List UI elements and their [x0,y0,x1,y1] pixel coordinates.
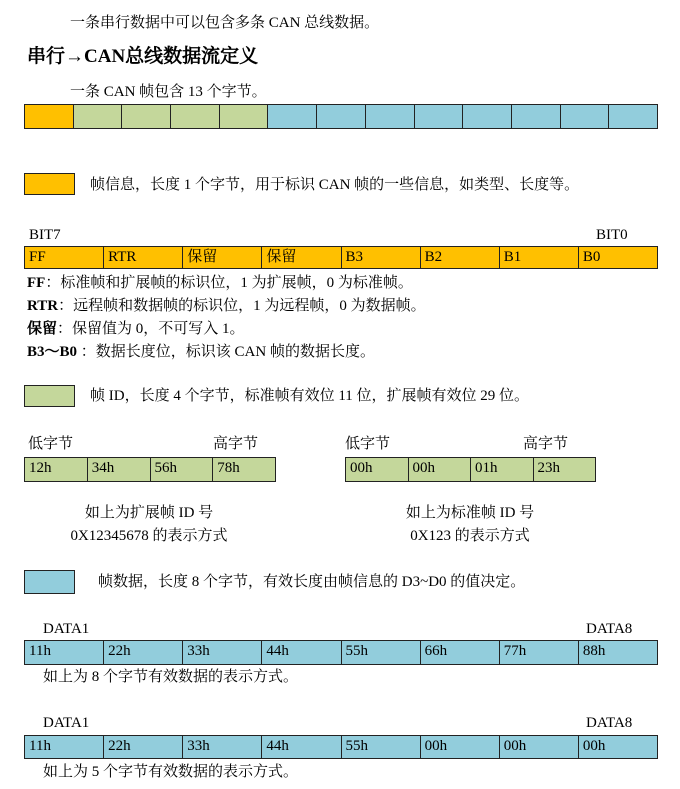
desc-rtr [27,297,426,315]
frame-data-byte [415,105,464,128]
desc-term: 保留 [27,321,58,337]
desc-text: 保留值为 0，不可写入 1。 [72,321,245,337]
bit7-label: BIT7 [29,227,61,243]
data1-label: DATA1 [43,621,90,637]
data-table-5-bytes [24,735,658,759]
desc-term: FF [27,275,46,291]
frame-data-swatch [24,570,75,594]
desc-sep: ： [57,321,73,337]
frame-id-byte [74,105,123,128]
data-byte: 00h [500,736,579,758]
extended-id-table [24,457,276,482]
id-byte: 01h [471,458,534,481]
data-byte: 44h [262,736,341,758]
extended-id-caption-2: 0X12345678 的表示方式 [70,528,228,544]
desc-text: 远程帧和数据帧的标识位，1 为远程帧，0 为数据帧。 [73,298,426,314]
intro-line: 一条串行数据中可以包含多条 CAN 总线数据。 [70,15,380,31]
data-table-5-caption: 如上为 5 个字节有效数据的表示方式。 [43,764,299,780]
id-byte: 00h [409,458,472,481]
data-byte: 66h [421,641,500,664]
desc-term: RTR [27,298,59,314]
standard-id-caption-2: 0X123 的表示方式 [410,528,530,544]
data-byte: 11h [25,641,104,664]
extended-id-caption-1: 如上为扩展帧 ID 号 [84,505,214,521]
frame-info-bit-table [24,246,658,269]
id-byte: 78h [213,458,275,481]
low-byte-label: 低字节 [345,436,391,452]
bit-cell-reserved: 保留 [262,247,341,268]
data-table-8-caption: 如上为 8 个字节有效数据的表示方式。 [43,669,299,685]
frame-info-byte [25,105,74,128]
id-byte: 56h [151,458,214,481]
standard-id-caption-1: 如上为标准帧 ID 号 [405,505,535,521]
id-byte: 23h [534,458,596,481]
frame-bytes-line: 一条 CAN 帧包含 13 个字节。 [70,84,267,100]
data-byte: 55h [342,736,421,758]
desc-length-bits [27,343,375,361]
desc-text: 标准帧和扩展帧的标识位，1 为扩展帧，0 为标准帧。 [60,275,413,291]
data-byte: 55h [342,641,421,664]
frame-id-swatch [24,385,75,407]
bit0-label: BIT0 [596,227,628,243]
frame-data-byte [561,105,610,128]
data-table-8-bytes [24,640,658,665]
frame-info-legend: 帧信息，长度 1 个字节，用于标识 CAN 帧的一些信息，如类型、长度等。 [90,177,580,193]
frame-id-legend: 帧 ID，长度 4 个字节，标准帧有效位 11 位，扩展帧有效位 29 位。 [90,388,530,404]
desc-reserved [27,320,245,338]
id-byte: 34h [88,458,151,481]
id-byte: 12h [25,458,88,481]
data-byte: 77h [500,641,579,664]
data-byte: 00h [579,736,657,758]
frame-data-legend: 帧数据，长度 8 个字节，有效长度由帧信息的 D3~D0 的值决定。 [98,574,526,590]
bit-cell-b2: B2 [421,247,500,268]
desc-term: B3～B0 [27,344,78,360]
high-byte-label: 高字节 [523,436,569,452]
data-byte: 11h [25,736,104,758]
data-byte: 22h [104,736,183,758]
bit-cell-reserved: 保留 [183,247,262,268]
data-byte: 88h [579,641,657,664]
desc-sep: ： [58,298,74,314]
section-title: 串行→CAN总线数据流定义 [27,46,259,67]
bit-cell-b0: B0 [579,247,657,268]
desc-text: 数据长度位，标识该 CAN 帧的数据长度。 [95,344,375,360]
data8-label: DATA8 [586,715,633,731]
bit-cell-ff: FF [25,247,104,268]
standard-id-table [345,457,596,482]
frame-data-byte [317,105,366,128]
frame-data-byte [268,105,317,128]
frame-data-byte [609,105,657,128]
bit-cell-b1: B1 [500,247,579,268]
bit-cell-b3: B3 [342,247,421,268]
bit-cell-rtr: RTR [104,247,183,268]
data-byte: 22h [104,641,183,664]
frame-id-byte [171,105,220,128]
low-byte-label: 低字节 [28,436,74,452]
frame-data-byte [463,105,512,128]
frame-id-byte [122,105,171,128]
data1-label: DATA1 [43,715,90,731]
desc-sep: ： [45,275,61,291]
desc-ff [27,274,413,292]
data-byte: 44h [262,641,341,664]
frame-id-byte [220,105,269,128]
frame-data-byte [366,105,415,128]
data-byte: 00h [421,736,500,758]
data8-label: DATA8 [586,621,633,637]
frame-info-swatch [24,173,75,195]
can-frame-bar [24,104,658,129]
high-byte-label: 高字节 [213,436,259,452]
id-byte: 00h [346,458,409,481]
data-byte: 33h [183,641,262,664]
data-byte: 33h [183,736,262,758]
frame-data-byte [512,105,561,128]
desc-sep: ： [77,344,96,360]
